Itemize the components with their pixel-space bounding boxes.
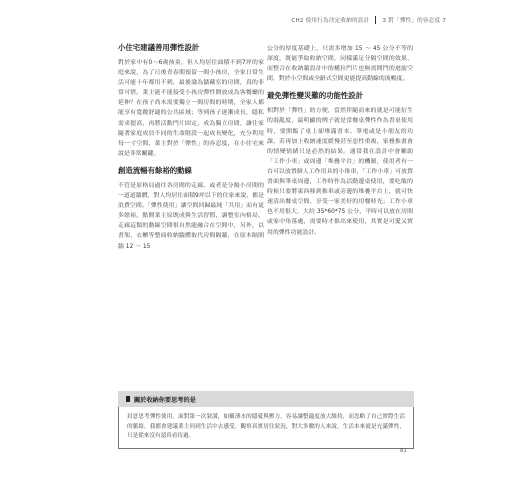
square-marker-icon — [126, 396, 130, 402]
paragraph-continued: 公分的厚度基礎上，只需多增加 15 ～ 45 公分不等的深度，既能爭取收納空間，同樣滿足分隔空間的效果，而整合在收納牆設計中的構拉門片也無需開門的迴旋空間，對於小空間或全齡式空間更能提高動線的流暢度。 — [267, 46, 413, 83]
page-number: 81 — [400, 448, 407, 454]
paragraph-functional-design: 相對於「彈性」的方便，當然伴隨而來的就是可能衍生的混亂度，最明顯的例子就是當餐桌彈性作為書桌使用時，要開飯了桌上卻堆滿書本、筆電或是小朋友的功課，若再加上收納速度緩慢甚至惡性重複，家務推畫會的情變情緒只是必然的結果。通常我在設計中會輔助「工作小車」或周邊「堆疊平台」的機制，使用者有一台可以放置個人工作用具的小推車，「工作小車」可放置書面與筆桌周邊，工作時作為活動邊桌使用，要吃飯的時候只要將東西移到推車或旁邊的堆疊平台上，就可快速清出餐桌空間，享受一家美好的用餐時光；工作小車也不用很大，大約 35*60*75 公分，平時可以放在房間或家中角落處，需要時才推出來使用，其實是可愛又實用的彈性功能設計。 — [267, 108, 413, 236]
paragraph-circulation: 不管是原格局過往各房間的走廊，或者是分隔小房間的一道道牆體，對人均居住面積9坪以下的住家來說，都是浪費空間。「彈性使用」讓空間回歸最純「共用」而有更多餘裕。點開業主原既成與生活習慣，調整室內格局，走廊這類的動線空間很自然能融合在空間中，另外，以書架、衣櫃等整面收納牆體取代房間隔牆，在原本隔間牆 12 ～ 15 — [118, 182, 264, 250]
left-column — [118, 42, 264, 258]
note-title: 關於收納你要思考的是 — [134, 396, 196, 404]
header-divider — [375, 16, 376, 24]
note-box — [118, 391, 414, 449]
right-column — [267, 44, 413, 244]
note-body: 封意思考彈性使用，面對第一次裝潢，如羅薄水的隱憂與壓力，容易讓整適度放大維持，而忽略了自己實際生活的脈絡，我都會建議業主回到生活中去感受，觀察真實居住狀況，對大多數的人來說，生活本來就是充滿彈性，只是從來沒有認真看待過。 — [118, 407, 414, 449]
section-heading-functional-design: 避免彈性變災難的功能性設計 — [267, 91, 364, 101]
section-heading-flexible-design: 小住宅建議善用彈性設計 — [118, 43, 200, 52]
section-heading-circulation: 創造流暢有餘裕的動線 — [118, 165, 192, 175]
header-section: 3 對「彈性」的容忍度 7 — [382, 18, 446, 24]
running-header — [291, 16, 446, 24]
paragraph-flexible-design: 對於家中有0～6歲孩童，但人均居住面積不到7坪的家庭來說，為了日後青春期預留一間小孩房，全家日常生活可能十年都用不到，最後淪為儲藏室的房間，真的非常可惜。業主能不能接受小孩房彈性開放成為客餐廳的延伸？在孩子尚未需要獨立一間房間的時期，全家人都能享有寬敞舒適的公共區域；等到孩子逐漸成長，隱私需求提高，再將活動門片固定，成為獨立房間，讓住家隨著家庭成員不同的生命階段一起成長變化，充分利用每一寸空間，業主對於「彈性」的容忍度，在小住宅來說是非常關鍵。 — [118, 60, 264, 157]
header-chapter: CH2 使用行為決定收納的設計 — [291, 18, 370, 24]
note-header — [118, 391, 414, 407]
